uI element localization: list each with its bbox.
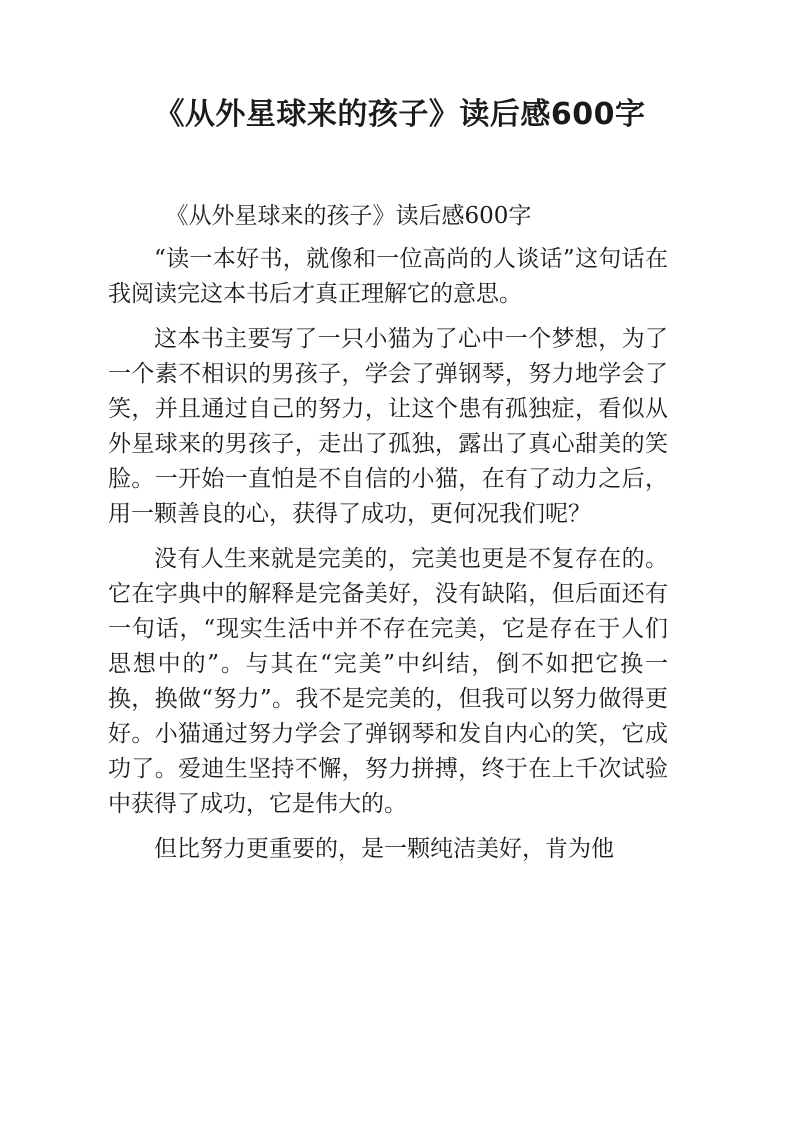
paragraph-quote: “读一本好书，就像和一位高尚的人谈话”这句话在我阅读完这本书后才真正理解它的意思。 [108,246,668,307]
paragraph-perfection: 没有人生来就是完美的，完美也更是不复存在的。它在字典中的解释是完备美好，没有缺陷，但后面还有一句话，“现实生活中并不存在完美，它是存在于人们思想中的”。与其在“完美”中纠结，倒不如把它换一换，换做“努力”。我不是完美的，但我可以努力做得更好。小猫通过努力学会了弹钢琴和发自内心的笑，它成功了。爱迪生坚持不懈，努力拼搏，终于在上千次试验中获得了成功，它是伟大的。 [108,546,668,817]
document-subtitle: 《从外星球来的孩子》读后感600字 [165,203,532,229]
paragraph-continuation: 但比努力更重要的，是一颗纯洁美好，肯为他 [154,836,614,862]
document-title: 《从外星球来的孩子》读后感600字 [154,97,646,132]
document-body [108,199,668,867]
paragraph-summary: 这本书主要写了一只小猫为了心中一个梦想，为了一个素不相识的男孩子，学会了弹钢琴，努力地学会了笑，并且通过自己的努力，让这个患有孤独症，看似从外星球来的男孩子，走出了孤独，露出了真心甜美的笑脸。一开始一直怕是不自信的小猫，在有了动力之后，用一颗善良的心，获得了成功，更何况我们呢？ [108,326,668,527]
